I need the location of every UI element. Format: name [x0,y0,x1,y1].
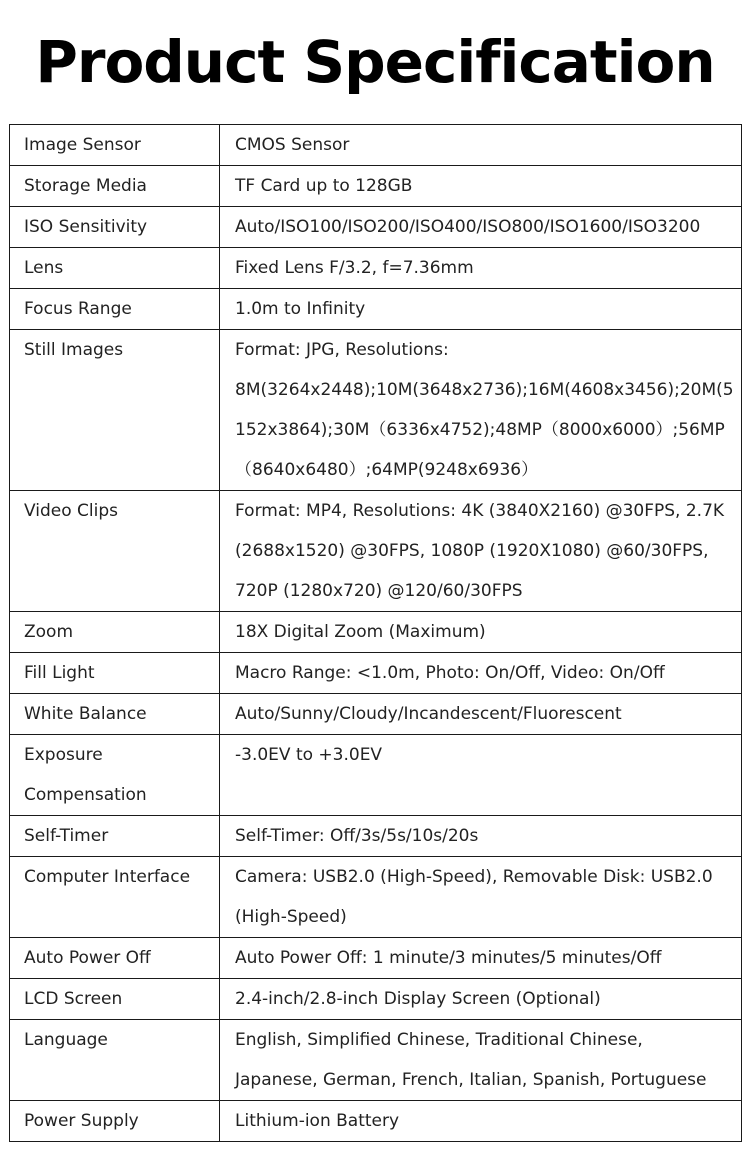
spec-value: Lithium-ion Battery [220,1101,742,1142]
spec-label: Auto Power Off [10,938,220,979]
table-row [10,612,742,653]
spec-value: Fixed Lens F/3.2, f=7.36mm [220,248,742,289]
table-row [10,1020,742,1101]
spec-label: LCD Screen [10,979,220,1020]
spec-value: -3.0EV to +3.0EV [220,735,742,816]
spec-label: Computer Interface [10,857,220,938]
table-row [10,938,742,979]
spec-label: Zoom [10,612,220,653]
spec-value: Auto Power Off: 1 minute/3 minutes/5 minutes/Off [220,938,742,979]
spec-value: Format: JPG, Resolutions: 8M(3264x2448);10M(3648x2736);16M(4608x3456);20M(5 152x3864);30M（6336x4752);48MP（8000x6000）;56MP （8640x6480）;64MP(9248x6936） [220,330,742,491]
spec-value: CMOS Sensor [220,125,742,166]
table-row [10,248,742,289]
table-row [10,979,742,1020]
table-row [10,816,742,857]
table-row [10,207,742,248]
table-row [10,166,742,207]
table-row [10,735,742,816]
spec-label: Image Sensor [10,125,220,166]
table-row [10,491,742,612]
spec-value: Self-Timer: Off/3s/5s/10s/20s [220,816,742,857]
spec-value: Format: MP4, Resolutions: 4K (3840X2160) @30FPS, 2.7K (2688x1520) @30FPS, 1080P (1920X1080) @60/30FPS, 720P (1280x720) @120/60/30FPS [220,491,742,612]
spec-value: English, Simplified Chinese, Traditional Chinese, Japanese, German, French, Italian, Spanish, Portuguese [220,1020,742,1101]
spec-label: Exposure Compensation [10,735,220,816]
spec-value: 1.0m to Infinity [220,289,742,330]
table-row [10,653,742,694]
spec-value: Auto/Sunny/Cloudy/Incandescent/Fluorescent [220,694,742,735]
spec-label: Storage Media [10,166,220,207]
page-title: Product Specification [35,28,715,96]
table-row [10,857,742,938]
spec-value: Macro Range: <1.0m, Photo: On/Off, Video: On/Off [220,653,742,694]
spec-value: TF Card up to 128GB [220,166,742,207]
spec-label: Language [10,1020,220,1101]
spec-value: Camera: USB2.0 (High-Speed), Removable Disk: USB2.0 (High-Speed) [220,857,742,938]
table-row [10,125,742,166]
spec-label: Lens [10,248,220,289]
spec-label: Self-Timer [10,816,220,857]
spec-value: 18X Digital Zoom (Maximum) [220,612,742,653]
specification-table [9,124,742,1142]
table-row [10,289,742,330]
table-row [10,694,742,735]
spec-label: Focus Range [10,289,220,330]
spec-value: Auto/ISO100/ISO200/ISO400/ISO800/ISO1600/ISO3200 [220,207,742,248]
spec-label: Still Images [10,330,220,491]
spec-label: White Balance [10,694,220,735]
spec-label: Video Clips [10,491,220,612]
spec-label: ISO Sensitivity [10,207,220,248]
spec-value: 2.4-inch/2.8-inch Display Screen (Optional) [220,979,742,1020]
table-row [10,1101,742,1142]
spec-label: Power Supply [10,1101,220,1142]
spec-label: Fill Light [10,653,220,694]
table-row [10,330,742,491]
